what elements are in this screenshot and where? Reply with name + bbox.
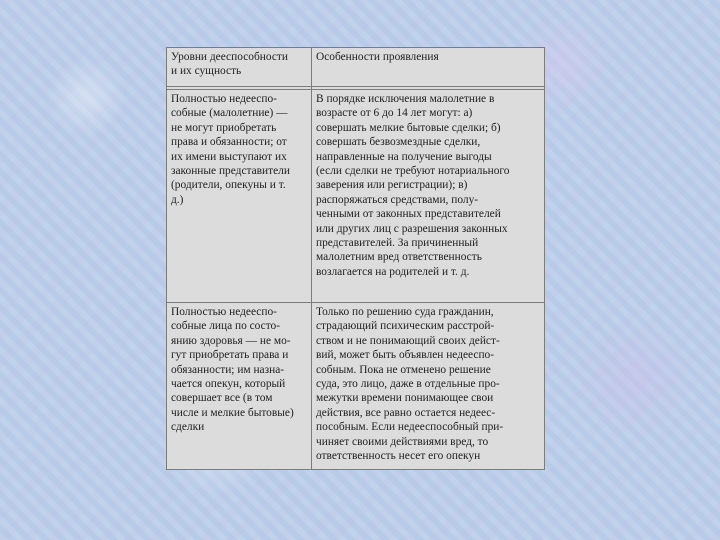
header-manifestation: Особенности проявления	[312, 48, 545, 87]
table-cell-level: Полностью недееспо- собные (малолетние) — не могут приобретать права и обязанности; от их имени выступают их законные представители (родители, опекуны и т. д.)	[167, 90, 312, 303]
legal-capacity-table	[166, 47, 545, 470]
header-capacity-levels: Уровни дееспособности и их сущность	[167, 48, 312, 87]
table-row	[167, 90, 545, 303]
table-cell-level: Полностью недееспо- собные лица по состо- янию здоровья — не мо- гут приобретать права и обязанности; им назна- чается опекун, который совершает все (в том числе и мелкие бытовые) сделки	[167, 303, 312, 470]
table-cell-manifestation: Только по решению суда гражданин, страдающий психическим расстрой- ством и не понимающий своих дейст- вий, может быть объявлен недееспо- собным. Пока не отменено решение суда, это лицо, даже в отдельные про- межутки времени понимающее свои действия, все равно остается недеес- пособным. Если недееспособный при- чиняет своими действиями вред, то ответственность несет его опекун	[312, 303, 545, 470]
table-cell-manifestation: В порядке исключения малолетние в возрасте от 6 до 14 лет могут: а) совершать мелкие бытовые сделки; б) совершать безвозмездные сделки, направленные на получение выгоды (если сделки не требуют нотариального заверения или регистрации); в) распоряжаться средствами, полу- ченными от законных представителей или других лиц с разрешения законных представителей. За причиненный малолетним вред ответственность возлагается на родителей и т. д.	[312, 90, 545, 303]
table-row	[167, 303, 545, 470]
table-header-row	[167, 48, 545, 87]
